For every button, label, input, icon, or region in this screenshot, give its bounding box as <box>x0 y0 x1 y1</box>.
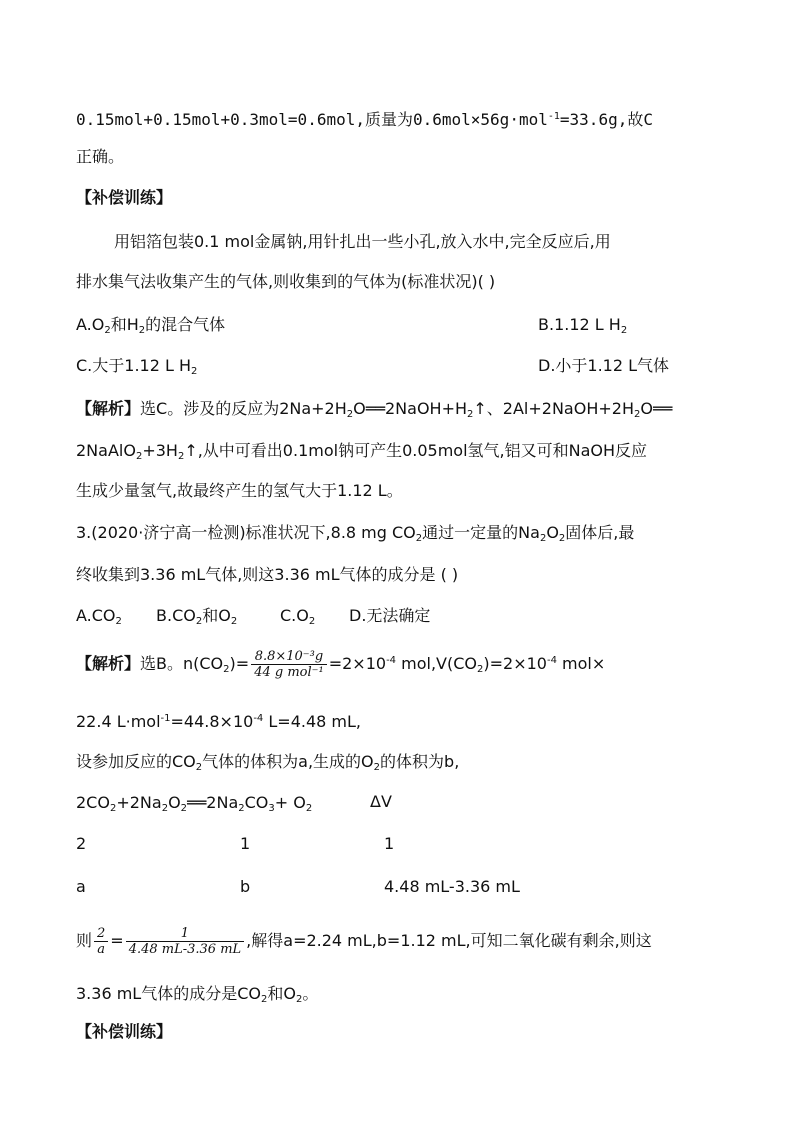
analysis-tag: 【解析】 <box>76 654 141 673</box>
chemical-equation: $2CO_2+2Na_2O_2══2Na_2CO_3+ O_2$ <box>76 793 313 814</box>
analysis-line: 设参加反应的$CO_2$气体的体积为a,生成的$O_2$的体积为b, <box>76 752 460 773</box>
ratio-cell: 1 <box>384 834 395 853</box>
option-a: $A.CO_2$ <box>76 606 122 627</box>
question-text: 用铝箔包装0.1 mol金属钠,用针扎出一些小孔,放入水中,完全反应后,用 <box>114 232 611 251</box>
ratio-cell: 1 <box>240 834 251 853</box>
ratio-cell: b <box>240 877 251 896</box>
option-b: B.1.12 L $H_2$ <box>538 315 628 336</box>
analysis-line: $2NaAlO_2+3H_2↑$,从中可看出0.1mol钠可产生0.05mol氢气,铝又可和NaOH反应 <box>76 441 648 462</box>
text-line: 0.15mol+0.15mol+0.3mol=0.6mol,质量为0.6mol×56g·mol$^{-1}$=33.6g,故C <box>76 110 653 129</box>
option-b: $B.CO_2$和$O_2$ <box>156 606 238 627</box>
analysis-line: 则 $\frac{2}{a}$ = $\frac{1}{4.48 mL-3.36 mL}$ ,解得a=2.24 mL,b=1.12 mL,可知二氧化碳有剩余,则这 <box>76 926 652 957</box>
question-text: 终收集到3.36 mL气体,则这3.36 mL气体的成分是 ( ) <box>76 565 459 584</box>
analysis-tag: 【解析】 <box>76 399 141 418</box>
delta-v: ΔV <box>370 792 392 811</box>
question-text: 3.(2020·济宁高一检测)标准状况下,8.8 mg $CO_2$通过一定量的$Na_2O_2$固体后,最 <box>76 523 635 544</box>
option-c: C.大于1.12 L $H_2$ <box>76 356 198 377</box>
option-a: $A.O_2$和$H_2$的混合气体 <box>76 315 226 336</box>
fraction: $\frac{2}{a}$ <box>94 926 108 957</box>
option-d: D.小于1.12 L气体 <box>538 356 670 375</box>
analysis-line: 生成少量氢气,故最终产生的氢气大于1.12 L。 <box>76 481 403 500</box>
section-tag: 【补偿训练】 <box>76 1022 173 1041</box>
analysis-line: 【解析】选C。涉及的反应为$2Na+2H_2O══2NaOH+H_2↑$、$2Al+2NaOH+2H_2O══$ <box>76 399 673 420</box>
fraction: $\frac{1}{4.48 mL-3.36 mL}$ <box>126 926 244 957</box>
ratio-cell: 4.48 mL-3.36 mL <box>384 877 520 896</box>
analysis-line: 3.36 mL气体的成分是$CO_2$和$O_2$。 <box>76 984 319 1005</box>
section-tag: 【补偿训练】 <box>76 188 173 207</box>
text-line: 正确。 <box>76 147 125 166</box>
option-c: $C.O_2$ <box>280 606 316 627</box>
option-d: D.无法确定 <box>349 606 431 625</box>
analysis-line: 22.4 $L\cdot mol^{-1}=44.8\times 10^{-4}$ L=4.48 mL, <box>76 712 361 731</box>
analysis-line: 【解析】选B。$n(CO_2)=$ $\frac{\text{8.8×10⁻³g}}{\text{44 g mol⁻¹}}$ $=2\times 10^{-4}$ $mol,V(CO_2)=2\times 10^{-4}$ mol× <box>76 649 606 680</box>
ratio-cell: a <box>76 877 86 896</box>
question-text: 排水集气法收集产生的气体,则收集到的气体为(标准状况)( ) <box>76 272 496 291</box>
ratio-cell: 2 <box>76 834 87 853</box>
fraction: $\frac{\text{8.8×10⁻³g}}{\text{44 g mol⁻¹}}$ <box>251 649 327 680</box>
